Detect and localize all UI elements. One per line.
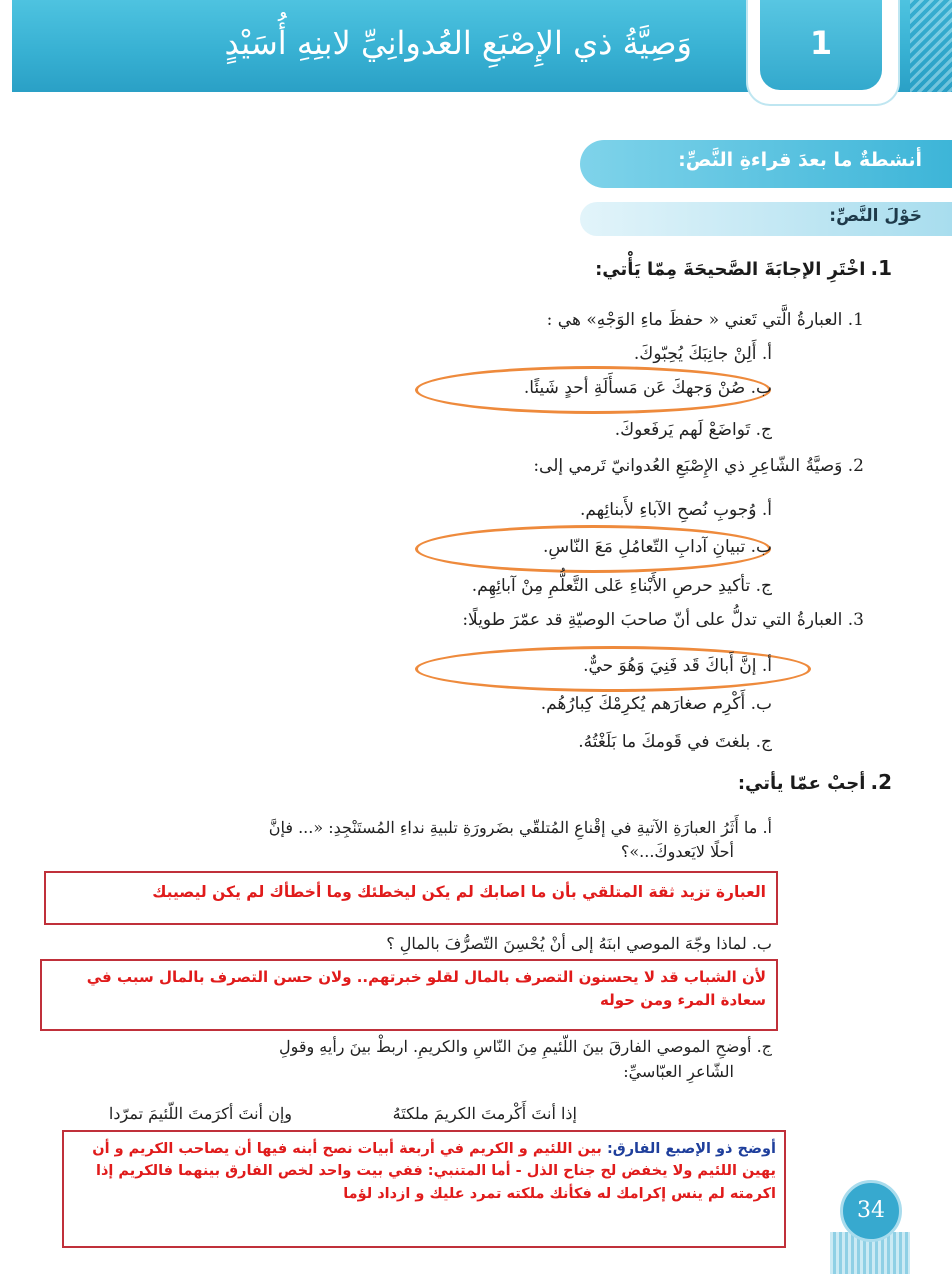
- item-2-option-b: ب. تبيانِ آدابِ التّعامُلِ مَعَ النّاسِ.: [542, 537, 772, 557]
- answer-a-text: العبارة تزيد ثقة المتلقي بأن ما اصابك لم يكن ليخطئك وما أخطأك لم يكن ليصيبك: [152, 883, 766, 901]
- item-3-option-a: أ. إنَّ أَباكَ قَد فَنِيَ وَهُوَ حيٌّ.: [583, 656, 772, 676]
- q2-part-a-line2: أحلًا لايَعدوكَ...»؟: [620, 842, 734, 861]
- page-number: 34: [840, 1180, 902, 1242]
- q2-part-a-line1: أ. ما أَثَرُ العبارَةِ الآتيةِ في إقْناعِ المُتلقّي بضَرورَةِ تلبيةِ نداءِ المُستَنْجِدِ: «... فإنَّ: [268, 818, 772, 837]
- item-2-option-c: ج. تأكيدِ حرصِ الأَبْناءِ عَلى التَّعلُّمِ مِنْ آبائِهِم.: [471, 576, 772, 596]
- corner-decoration: [910, 0, 952, 92]
- verse-first-hemistich: إذا أنتَ أَكْرمتَ الكريمَ ملكتَهُ: [392, 1104, 577, 1123]
- item-1-number: 1.: [847, 310, 864, 330]
- answer-c-lead: أوضح ذو الإصبع الفارق:: [606, 1141, 776, 1157]
- subsection-heading: حَوْلَ النَّصِّ:: [829, 206, 922, 226]
- item-3-text: العبارةُ التي تدلُّ على أنّ صاحبَ الوصيّةِ قد عمّرَ طويلًا:: [462, 610, 843, 630]
- section-heading: أنشطةٌ ما بعدَ قراءةِ النَّصِّ:: [678, 149, 922, 171]
- question-2-title: أجبْ عمّا يأتي:: [737, 773, 866, 794]
- question-1-number: 1.: [870, 256, 892, 280]
- item-1-option-b: ب. صُنْ وَجهكَ عَن مَسأَلَةِ أحدٍ شَيئًا.: [523, 378, 772, 398]
- item-3-option-c: ج. بلغتَ في قَومكَ ما بَلَغْتُهُ.: [578, 732, 772, 752]
- item-1-option-a: أ. أَلِنْ جانِبَكَ يُحِبّوكَ.: [633, 344, 772, 364]
- question-1-title: اخْتَرِ الإجابَةَ الصَّحيحَةَ مِمّا يَأْتي:: [595, 259, 866, 280]
- question-2-number: 2.: [870, 770, 892, 794]
- lesson-title: وَصِيَّةُ ذي الإِصْبَعِ العُدوانِيِّ لابنِهِ أُسَيْدٍ: [224, 24, 692, 62]
- item-2-number: 2.: [847, 456, 864, 476]
- item-2-option-a: أ. وُجوبِ نُصحِ الآباءِ لأَبنائِهم.: [579, 500, 772, 520]
- item-2-text: وَصيَّةُ الشّاعِرِ ذي الإِصْبَعِ العُدوانيّ تَرمي إلى:: [533, 456, 843, 476]
- item-1-stem: [547, 310, 864, 330]
- question-2-heading: [738, 770, 892, 794]
- item-3-option-b: ب. أَكْرِم صغارَهم يُكرِمْكَ كِبارُهُم.: [540, 694, 772, 714]
- q2-part-b-line: ب. لماذا وجّهَ الموصي ابنَهُ إلى أنْ يُحْسِنَ التّصرُّفَ بالمالِ ؟: [386, 934, 772, 953]
- verse-second-hemistich: وإن أنتَ أكرَمتَ اللّئيمَ تمرّدا: [108, 1104, 292, 1123]
- item-1-option-c: ج. تَواضَعْ لَهم يَرفَعوكَ.: [614, 420, 772, 440]
- item-3-stem: [462, 610, 864, 630]
- q2-part-c-line2: الشّاعرِ العبّاسيِّ:: [623, 1062, 734, 1081]
- answer-c-text: [74, 1138, 776, 1205]
- answer-b-text: لأن الشباب قد لا يحسنون التصرف بالمال لقلو خبرتهم.. ولان حسن التصرف بالمال سبب في سعادة المرء ومن حوله: [86, 968, 766, 1010]
- answer-c-body: بين اللئيم و الكريم في أربعة أبيات نصح أبنه فيها أن يصاحب الكريم و أن يهين اللئيم ولا يخفض لح جناح الذل - أما المتنبي: ففي بيت واحد لخص الفارق بينهما فالكريم إذا اكرمته لم ينس إكرامك له فكأنك ملكته تمرد عليك و ازداد لؤما: [92, 1141, 776, 1202]
- item-3-number: 3.: [847, 610, 864, 630]
- lesson-number: 1: [809, 24, 833, 62]
- q2-part-c-line1: ج. أوضحِ الموصي الفارقَ بينَ اللّئيمِ مِنَ النّاسِ والكريمِ. اربطْ بينَ رأيهِ وقولِ: [278, 1037, 772, 1056]
- item-1-text: العبارةُ الَّتي تَعني « حفظَ ماءِ الوَجْهِ» هي :: [546, 310, 843, 330]
- item-2-stem: [533, 456, 864, 476]
- question-1-heading: [595, 256, 892, 280]
